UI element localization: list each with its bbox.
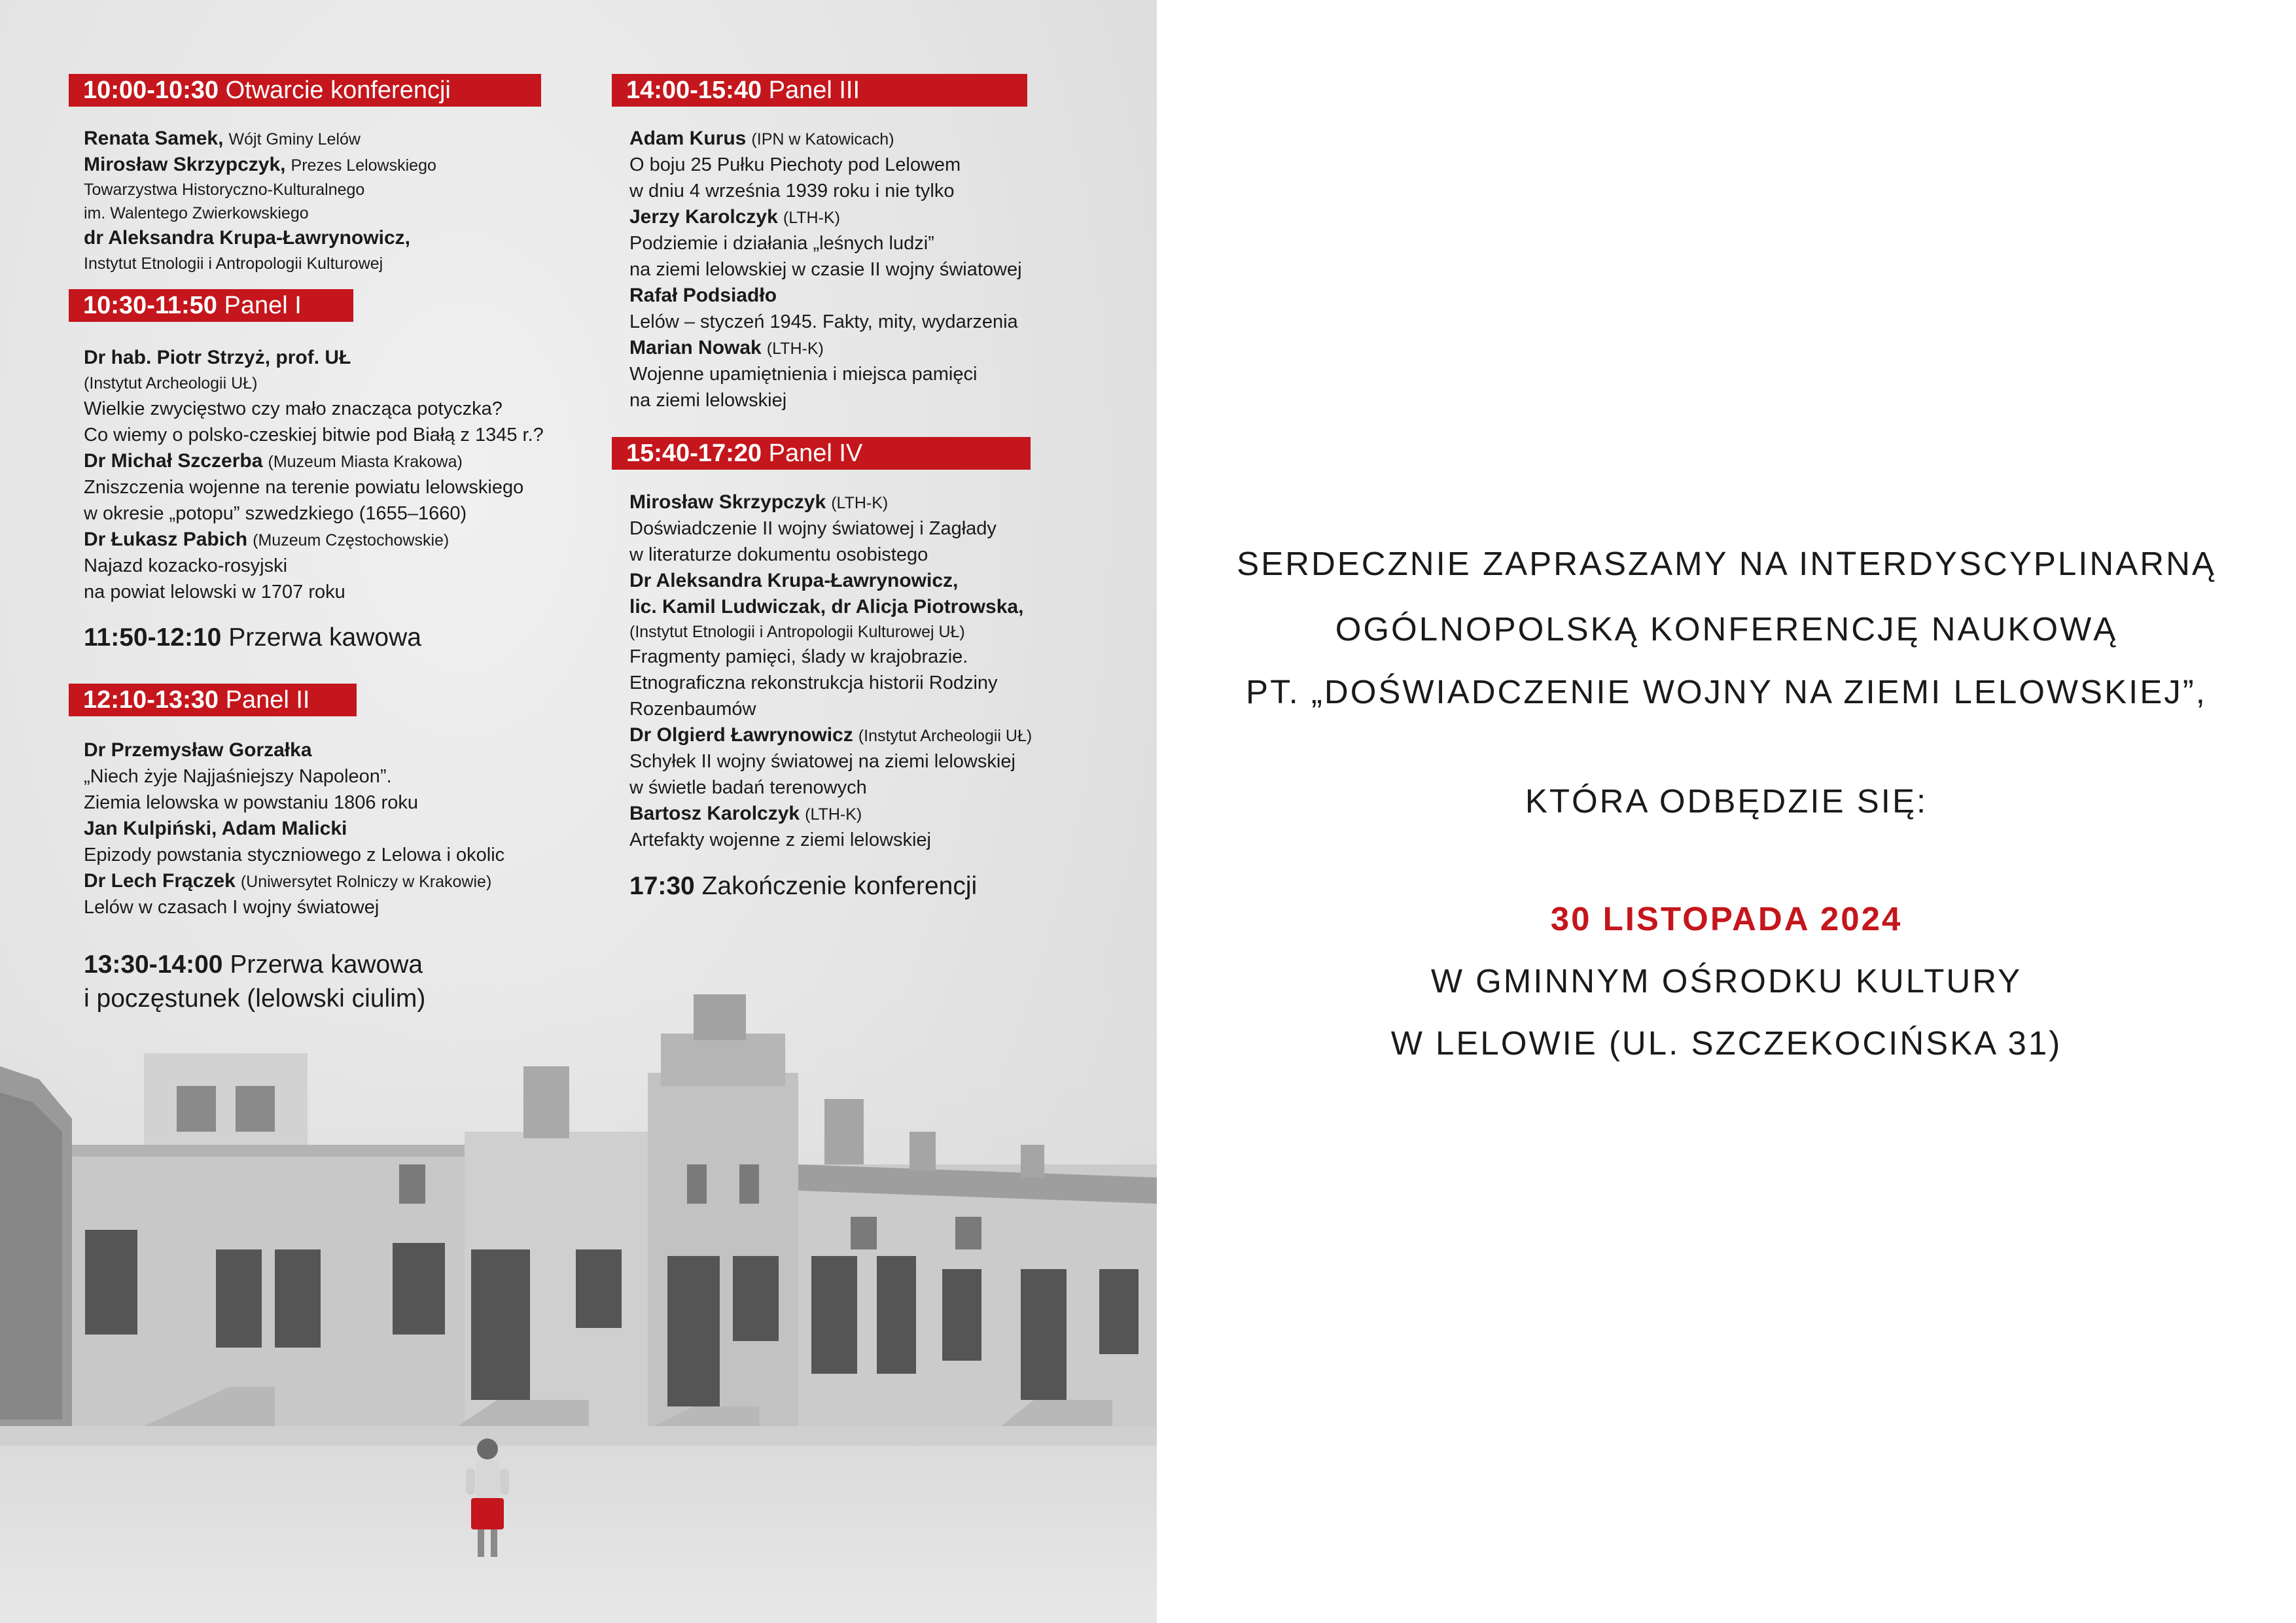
talk-title: Etnograficzna rekonstrukcja historii Rodziny xyxy=(629,672,998,693)
historic-street-photo xyxy=(0,968,1157,1623)
invitation-line: KTÓRA ODBĘDZIE SIĘ: xyxy=(1525,782,1928,820)
talk-title: Artefakty wojenne z ziemi lelowskiej xyxy=(629,829,931,850)
talk-title: Schyłek II wojny światowej na ziemi lelowskiej xyxy=(629,751,1016,772)
talk-title: Najazd kozacko-rosyjski xyxy=(84,555,288,576)
talk-speaker: Dr Aleksandra Krupa-Ławrynowicz, xyxy=(629,570,959,591)
talk-title: w świetle badań terenowych xyxy=(629,777,867,798)
talk-title: na ziemi lelowskiej xyxy=(629,390,787,411)
invitation-line: OGÓLNOPOLSKĄ KONFERENCJĘ NAUKOWĄ xyxy=(1335,610,2118,648)
panel2-header: 12:10-13:30 Panel II xyxy=(69,684,357,716)
coffee-break-2-cont: i poczęstunek (lelowski ciulim) xyxy=(84,985,426,1013)
closing-item: 17:30 Zakończenie konferencji xyxy=(629,872,978,900)
talk-speaker: Marian Nowak (LTH-K) xyxy=(629,337,824,358)
talk-speaker: Dr Łukasz Pabich (Muzeum Częstochowskie) xyxy=(84,529,450,550)
venue-line: W LELOWIE (UL. SZCZEKOCIŃSKA 31) xyxy=(1390,1024,2062,1062)
panel1-header: 10:30-11:50 Panel I xyxy=(69,289,353,322)
talk-title: w okresie „potopu” szwedzkiego (1655–1660) xyxy=(84,503,467,524)
talk-title: na powiat lelowski w 1707 roku xyxy=(84,582,345,602)
talk-speaker: Dr hab. Piotr Strzyż, prof. UŁ xyxy=(84,347,351,368)
talk-title: Lelów – styczeń 1945. Fakty, mity, wydarzenia xyxy=(629,311,1018,332)
talk-speaker: Dr Michał Szczerba (Muzeum Miasta Krakowa) xyxy=(84,450,463,472)
talk-title: Podziemie i działania „leśnych ludzi” xyxy=(629,233,934,254)
talk-title: w dniu 4 września 1939 roku i nie tylko xyxy=(629,181,955,201)
talk-speaker: Dr Olgierd Ławrynowicz (Instytut Archeologii UŁ) xyxy=(629,724,1033,746)
talk-speaker: Dr Lech Frączek (Uniwersytet Rolniczy w Krakowie) xyxy=(84,870,492,892)
talk-speaker: Adam Kurus (IPN w Katowicach) xyxy=(629,128,894,149)
speaker-entry: Mirosław Skrzypczyk, Prezes Lelowskiego xyxy=(84,154,436,175)
talk-title: w literaturze dokumentu osobistego xyxy=(629,544,928,565)
coffee-break-1: 11:50-12:10 Przerwa kawowa xyxy=(84,623,421,652)
talk-speaker: Rafał Podsiadło xyxy=(629,285,777,306)
talk-speaker: Jerzy Karolczyk (LTH-K) xyxy=(629,206,840,228)
talk-title: Fragmenty pamięci, ślady w krajobrazie. xyxy=(629,646,968,667)
speaker-role-line: Instytut Etnologii i Antropologii Kulturowej xyxy=(84,254,383,273)
talk-title: Epizody powstania styczniowego z Lelowa i okolic xyxy=(84,845,505,865)
talk-speaker: Bartosz Karolczyk (LTH-K) xyxy=(629,803,862,824)
panel4-header: 15:40-17:20 Panel IV xyxy=(612,437,1031,470)
talk-title: Rozenbaumów xyxy=(629,699,756,720)
talk-title: na ziemi lelowskiej w czasie II wojny światowej xyxy=(629,259,1022,280)
talk-title: Co wiemy o polsko-czeskiej bitwie pod Białą z 1345 r.? xyxy=(84,425,544,445)
panel3-header: 14:00-15:40 Panel III xyxy=(612,74,1027,107)
invitation-panel xyxy=(1157,0,2296,1623)
invitation-line: PT. „DOŚWIADCZENIE WOJNY NA ZIEMI LELOWSKIEJ”, xyxy=(1246,673,2207,710)
coffee-break-2: 13:30-14:00 Przerwa kawowa xyxy=(84,951,423,979)
talk-title: Zniszczenia wojenne na terenie powiatu lelowskiego xyxy=(84,477,524,498)
talk-title: Doświadczenie II wojny światowej i Zagłady xyxy=(629,518,997,539)
talk-speaker: Dr Przemysław Gorzałka xyxy=(84,739,312,761)
talk-title: Lelów w czasach I wojny światowej xyxy=(84,897,380,918)
speaker-role-line: Towarzystwa Historyczno-Kulturalnego xyxy=(84,181,365,199)
event-date: 30 LISTOPADA 2024 xyxy=(1550,900,1903,937)
talk-title: Wojenne upamiętnienia i miejsca pamięci xyxy=(629,364,978,385)
talk-title: O boju 25 Pułku Piechoty pod Lelowem xyxy=(629,154,961,175)
opening-header: 10:00-10:30 Otwarcie konferencji xyxy=(69,74,541,107)
speaker-entry: Renata Samek, Wójt Gminy Lelów xyxy=(84,128,361,149)
venue-line: W GMINNYM OŚRODKU KULTURY xyxy=(1430,962,2022,1000)
talk-title: Wielkie zwycięstwo czy mało znacząca potyczka? xyxy=(84,398,503,419)
talk-title: „Niech żyje Najjaśniejszy Napoleon”. xyxy=(84,766,392,787)
speaker-entry: dr Aleksandra Krupa-Ławrynowicz, xyxy=(84,227,411,249)
talk-affiliation: (Instytut Etnologii i Antropologii Kulturowej UŁ) xyxy=(629,623,965,641)
talk-title: Ziemia lelowska w powstaniu 1806 roku xyxy=(84,792,418,813)
invitation-line: SERDECZNIE ZAPRASZAMY NA INTERDYSCYPLINARNĄ xyxy=(1237,545,2216,582)
talk-speaker: Jan Kulpiński, Adam Malicki xyxy=(84,818,347,839)
talk-affiliation: (Instytut Archeologii UŁ) xyxy=(84,374,258,393)
talk-speaker-cont: lic. Kamil Ludwiczak, dr Alicja Piotrowska, xyxy=(629,596,1024,618)
talk-speaker: Mirosław Skrzypczyk (LTH-K) xyxy=(629,491,889,513)
speaker-role-line: im. Walentego Zwierkowskiego xyxy=(84,204,309,222)
